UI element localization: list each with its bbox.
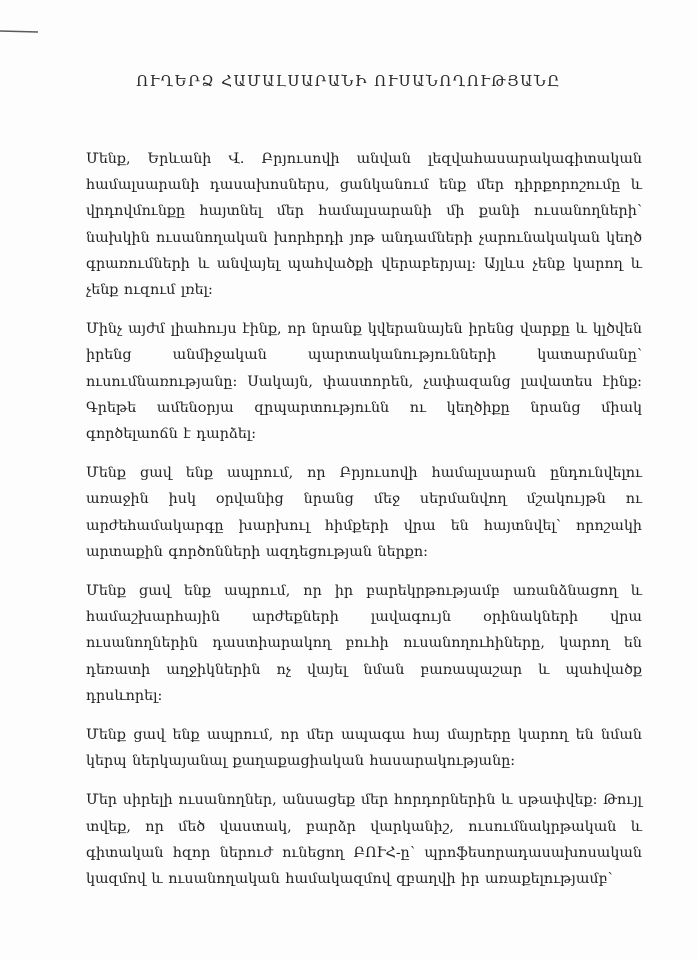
scan-edge-mark <box>0 29 40 34</box>
document-title: ՈՒՂԵՐՁ ՀԱՄԱԼՍԱՐԱՆԻ ՈՒՍԱՆՈՂՈՒԹՅԱՆԸ <box>136 72 561 90</box>
paragraph-2: Մինչ այժմ լիահույս էինք, որ նրանք կվերանայեն իրենց վարքը և կլծվեն իրենց անմիջական պարտականությունների կատարմանը՝ ուսումնառությանը: Սակայն, փաստորեն, չափազանց լավատես էինք: Գրեթե ամենօրյա զրպարտությունն ու կեղծիքը նրանց միակ գործելաոճն է դարձել: <box>86 321 642 443</box>
paragraph-4: Մենք ցավ ենք ապրում, որ իր բարեկրթությամբ առանձնացող և համաշխարհային արժեքների լավագույն օրինակների վրա ուսանողներին դաստիարակող բուհի ուսանողուհիները, կարող են դեռատի աղջիկներին ոչ վայել նման բառապաշար և պահվածք դրսևորել: <box>86 583 642 704</box>
document-body <box>86 146 642 905</box>
paragraph-1: Մենք, Երևանի Վ. Բրյուսովի անվան լեզվահասարակագիտական համալսարանի դասախոսներս, ցանկանում ենք մեր դիրքորոշումը և վրդովմունքը հայտնել մեր համալսարանի մի քանի ուսանողների՝ նախկին ուսանողական խորհրդի յոթ անդամների չարունակական կեղծ գրառումների և անվայել պահվածքի վերաբերյալ: Այլևս չենք կարող և չենք ուզում լռել: <box>86 151 642 299</box>
paragraph-5: Մենք ցավ ենք ապրում, որ մեր ապագա հայ մայրերը կարող են նման կերպ ներկայանալ քաղաքացիական հասարակությանը: <box>86 727 642 770</box>
paragraph-6: Մեր սիրելի ուսանողներ, անսացեք մեր հորդորներին և սթափվեք: Թույլ տվեք, որ մեծ վաստակ, բարձր վարկանիշ, ուսումնակրթական և գիտական հզոր ներուժ ունեցող ԲՈՒՀ-ը՝ պրոֆեսորադասախոսական կազմով և ուսանողական համակազմով զբաղվի իր առաքելությամբ՝ <box>86 792 642 888</box>
paragraph-3: Մենք ցավ ենք ապրում, որ Բրյուսովի համալսարան ընդունվելու առաջին իսկ օրվանից նրանց մեջ սերմանվող մշակույթն ու արժեհամակարգը խարխուլ հիմքերի վրա են հայտնվել՝ որոշակի արտաքին գործոնների ազդեցության ներքո: <box>86 465 642 560</box>
